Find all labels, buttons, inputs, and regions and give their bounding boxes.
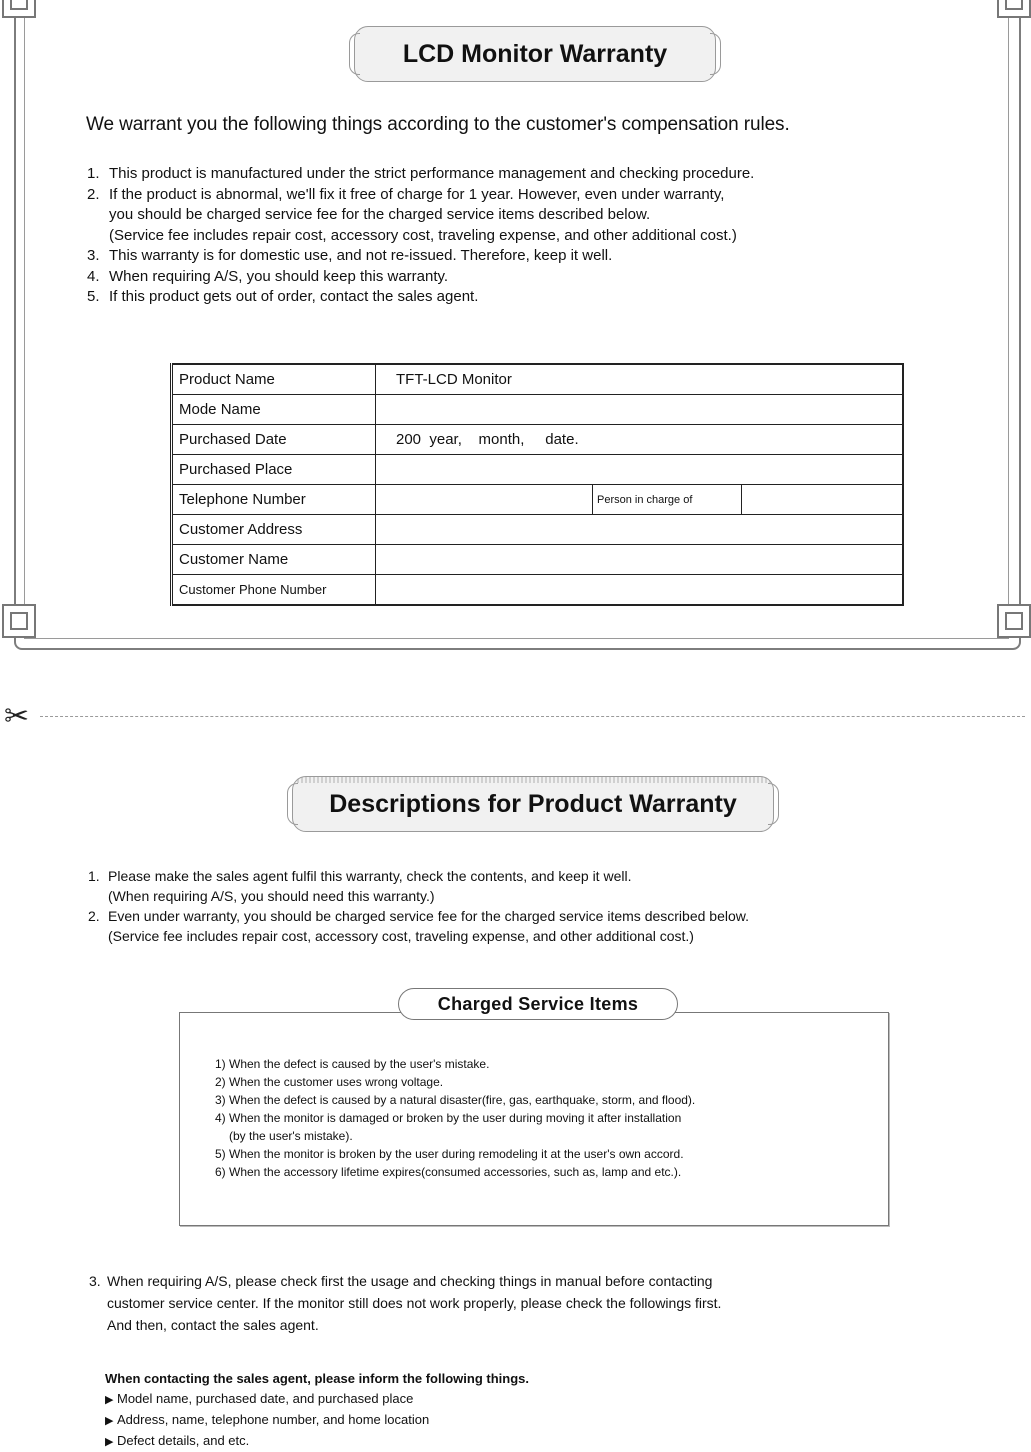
purchased-date-label: Purchased Date (172, 425, 376, 455)
cut-line (40, 716, 1025, 717)
list-item: 2) When the customer uses wrong voltage. (215, 1075, 444, 1089)
descriptions-item-3: 3. When requiring A/S, please check first the usage and checking things in manual before contacting customer service center. If the monitor still does not work properly, please check the followings first. And then, contact the sales agent. (89, 1270, 989, 1336)
table-row (172, 575, 904, 606)
list-item: 5) When the monitor is broken by the user during remodeling it at the user's own accord. (215, 1147, 684, 1161)
table-row (172, 364, 904, 395)
purchased-place-field[interactable] (376, 455, 904, 485)
frame-corner-ornament (2, 0, 36, 18)
list-item: 1) When the defect is caused by the user's mistake. (215, 1057, 490, 1071)
customer-phone-label: Customer Phone Number (172, 575, 376, 606)
triangle-right-icon: ▶ (105, 1394, 114, 1406)
warranty-intro: We warrant you the following things according to the customer's compensation rules. (86, 114, 790, 135)
table-row (172, 515, 904, 545)
warranty-form-table (170, 363, 904, 606)
triangle-right-icon: ▶ (105, 1436, 114, 1448)
frame-corner-ornament (997, 604, 1031, 638)
table-row (172, 545, 904, 575)
list-item: 5. If this product gets out of order, contact the sales agent. (87, 288, 479, 305)
table-row (172, 425, 904, 455)
product-name-value: TFT-LCD Monitor (376, 364, 904, 395)
list-item: 2. Even under warranty, you should be charged service fee for the charged service items described below. (88, 908, 749, 924)
contact-info (105, 1369, 529, 1452)
descriptions-title: Descriptions for Product Warranty (292, 776, 774, 832)
warranty-title: LCD Monitor Warranty (354, 26, 716, 82)
frame-corner-ornament (2, 604, 36, 638)
list-item: 6) When the accessory lifetime expires(consumed accessories, such as, lamp and etc.). (215, 1165, 682, 1179)
customer-name-field[interactable] (376, 545, 904, 575)
list-item: 3. This warranty is for domestic use, and not re-issued. Therefore, keep it well. (87, 247, 613, 264)
list-item: 2. If the product is abnormal, we'll fix it free of charge for 1 year. However, even under warranty, (87, 185, 725, 203)
customer-address-field[interactable] (376, 515, 904, 545)
charged-service-title: Charged Service Items (398, 988, 678, 1020)
list-item: (by the user's mistake). (229, 1129, 353, 1143)
purchased-place-label: Purchased Place (172, 455, 376, 485)
frame-corner-ornament (997, 0, 1031, 18)
descriptions-list: 1. Please make the sales agent fulfil this warranty, check the contents, and keep it well. (When requiring A/S, you should need this warranty.) 2. Even under warranty, you should be charged service fee for the charged service items described below. (Service fee includes repair cost, accessory cost, traveling expense, and other additional cost.) (88, 866, 1008, 946)
telephone-number-field[interactable] (376, 485, 593, 515)
list-item: 1. Please make the sales agent fulfil this warranty, check the contents, and keep it well. (88, 868, 632, 884)
mode-name-label: Mode Name (172, 395, 376, 425)
charged-service-list (215, 1055, 875, 1181)
table-row (172, 395, 904, 425)
triangle-right-icon: ▶ (105, 1415, 114, 1427)
table-row (172, 485, 904, 515)
list-item: 3. When requiring A/S, please check first the usage and checking things in manual before contacting (89, 1273, 713, 1289)
list-item: 4) When the monitor is damaged or broken by the user during moving it after installation (215, 1111, 682, 1125)
person-in-charge-field[interactable] (742, 485, 904, 515)
scissors-icon: ✂ (4, 700, 30, 733)
person-in-charge-label: Person in charge of (593, 485, 742, 515)
telephone-number-label: Telephone Number (172, 485, 376, 515)
customer-phone-field[interactable] (376, 575, 904, 606)
customer-address-label: Customer Address (172, 515, 376, 545)
purchased-date-field[interactable]: 200 year, month, date. (376, 425, 904, 455)
list-item: 3) When the defect is caused by a natural disaster(fire, gas, earthquake, storm, and flood). (215, 1093, 696, 1107)
list-item: 1. This product is manufactured under the strict performance management and checking procedure. (87, 165, 755, 182)
list-item: ▶ Defect details, and etc. (105, 1431, 529, 1452)
list-item: 4. When requiring A/S, you should keep this warranty. (87, 267, 449, 285)
list-item: ▶ Model name, purchased date, and purchased place (105, 1389, 529, 1410)
contact-heading: When contacting the sales agent, please inform the following things. (105, 1371, 529, 1386)
product-name-label: Product Name (172, 364, 376, 395)
list-item: ▶ Address, name, telephone number, and home location (105, 1410, 529, 1431)
customer-name-label: Customer Name (172, 545, 376, 575)
table-row (172, 455, 904, 485)
mode-name-field[interactable] (376, 395, 904, 425)
warranty-terms-list: 1. This product is manufactured under the strict performance management and checking procedure. 2. If the product is abnormal, we'll fix it free of charge for 1 year. However, even under warranty, you should be charged service fee for the charged service items described below. (Service fee includes repair cost, accessory cost, traveling expense, and other additional cost.) 3. This warranty is for domestic use, and not re-issued. Therefore, keep it well. 4. When requiring A/S, you should keep this warranty. 5. If this product gets out of order, contact the sales agent. (87, 164, 1017, 308)
